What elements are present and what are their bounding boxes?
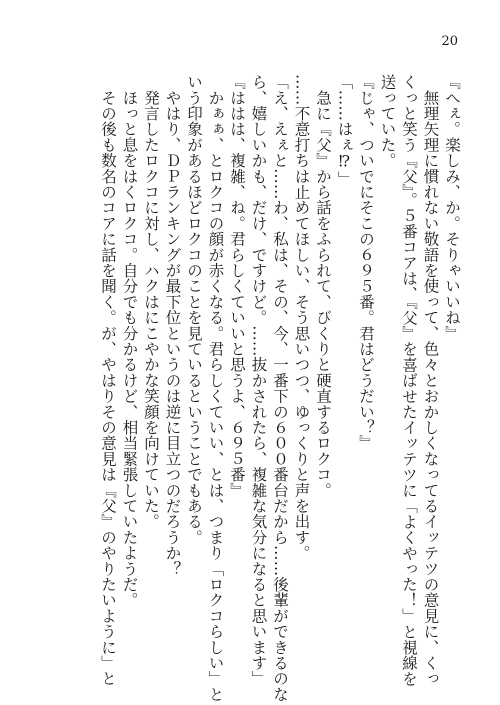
text-line-5: 『じゃ、ついでにそこの６９５番。君はどうだい？』 <box>357 74 375 451</box>
text-line-13: いう印象があるほどロクコのことを見ているということでもある。 <box>185 74 203 545</box>
text-line-10: ら、嬉しいかも、だけ、ですけど。……抜かされたら、複雑な気分になると思います」 <box>249 74 268 687</box>
text-line-6: 「……はぇ⁉」 <box>335 74 354 187</box>
novel-text-column-block <box>97 74 463 702</box>
text-line-8: ……不意打ちは止めてほしい、そう思いつつ、ゆっくりと声を出す。 <box>292 74 311 561</box>
text-line-12: かぁぁ、とロクコの顔が赤くなる。君らしくていい、とは、つまり「ロクコらしい」と <box>206 74 225 702</box>
text-line-15: 発言したロクコに対し、ハクはにこやかな笑顔を向けていた。 <box>142 74 160 530</box>
text-line-17: その後も数名のコアに話を聞く。が、やはりその意見は『父』のやりたいように」と <box>99 74 117 687</box>
text-line-9: 「え、えぇと……わ、私は、その、今、一番下の６００番台だから……後輩ができるのな <box>271 74 289 702</box>
text-line-3: くっと笑う『父』。５番コアは、『父』を喜ばせたイッテツに「よくやった！」と視線を <box>400 74 418 687</box>
text-line-1: 『へぇ。楽しみ、か。そりゃいいね』 <box>443 74 461 341</box>
text-line-14: やはり、ＤＰランキングが最下位というのは逆に目立つのだろうか？ <box>163 74 182 577</box>
text-line-16: ほっと息をはくロクコ。自分でも分かるけど、相当緊張していたようだ。 <box>120 74 139 608</box>
page-number: 20 <box>441 34 458 49</box>
text-line-4: 送っていた。 <box>378 74 397 169</box>
text-line-11: 『ははは、複雑、ね。君らしくていいと思うよ、６９５番』 <box>228 74 246 498</box>
text-line-7: 急に『父』から話をふられて、びくりと硬直するロクコ。 <box>314 74 332 498</box>
text-line-2: 無理矢理に慣れない敬語を使って、色々とおかしくなってるイッテツの意見に、くっ <box>421 74 440 687</box>
